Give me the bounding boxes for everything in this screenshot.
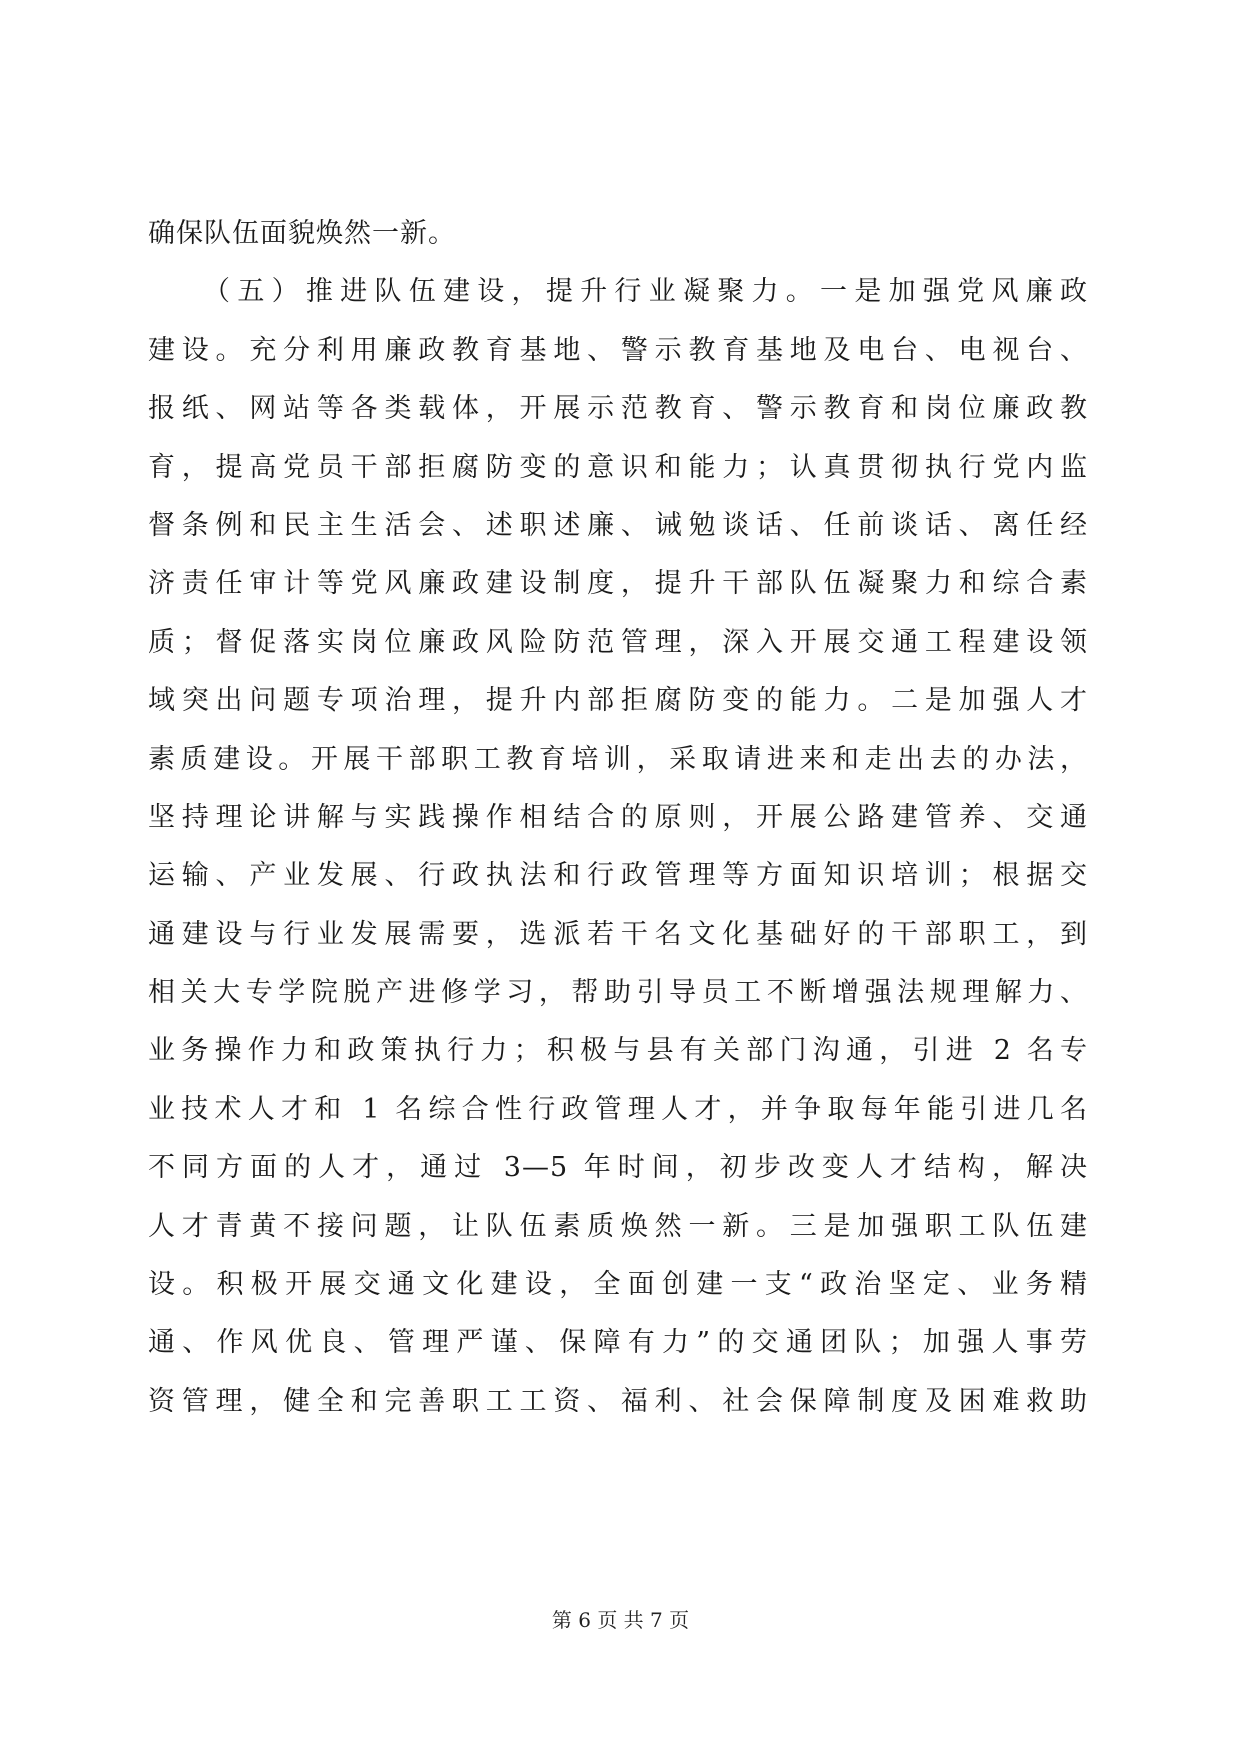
text-line: 人才青黄不接问题，让队伍素质焕然一新。三是加强职工队伍建 [148, 1210, 1088, 1242]
text-line: 运输、产业发展、行政执法和行政管理等方面知识培训；根据交 [148, 860, 1088, 892]
text-line: 不同方面的人才，通过 3—5 年时间，初步改变人才结构，解决 [148, 1152, 1088, 1184]
text-line: 济责任审计等党风廉政建设制度，提升干部队伍凝聚力和综合素 [148, 568, 1088, 600]
text-line: 育，提高党员干部拒腐防变的意识和能力；认真贯彻执行党内监 [148, 451, 1088, 483]
text-line: 设。积极开展交通文化建设，全面创建一支“政治坚定、业务精 [148, 1269, 1088, 1301]
text-line: 确保队伍面貌焕然一新。 [148, 218, 456, 249]
text-line: 相关大专学院脱产进修学习，帮助引导员工不断增强法规理解力、 [148, 977, 1088, 1009]
text-line: 业务操作力和政策执行力；积极与县有关部门沟通，引进 2 名专 [148, 1035, 1088, 1067]
text-line: 通、作风优良、管理严谨、保障有力”的交通团队；加强人事劳 [148, 1327, 1088, 1359]
text-line: 素质建设。开展干部职工教育培训，采取请进来和走出去的办法， [148, 743, 1088, 775]
text-line: 建设。充分利用廉政教育基地、警示教育基地及电台、电视台、 [148, 334, 1088, 366]
text-line: 通建设与行业发展需要，选派若干名文化基础好的干部职工，到 [148, 918, 1088, 950]
text-line: 域突出问题专项治理，提升内部拒腐防变的能力。二是加强人才 [148, 685, 1088, 717]
text-line: 业技术人才和 1 名综合性行政管理人才，并争取每年能引进几名 [148, 1093, 1088, 1125]
text-line: 报纸、网站等各类载体，开展示范教育、警示教育和岗位廉政教 [148, 393, 1088, 425]
body-text [148, 205, 1088, 1431]
text-line: 质；督促落实岗位廉政风险防范管理，深入开展交通工程建设领 [148, 626, 1088, 658]
text-line: （五）推进队伍建设，提升行业凝聚力。一是加强党风廉政 [148, 276, 1088, 308]
text-line: 资管理，健全和完善职工工资、福利、社会保障制度及困难救助 [148, 1385, 1088, 1417]
text-line: 坚持理论讲解与实践操作相结合的原则，开展公路建管养、交通 [148, 801, 1088, 833]
text-line: 督条例和民主生活会、述职述廉、诫勉谈话、任前谈话、离任经 [148, 509, 1088, 541]
page-number-footer: 第 6 页 共 7 页 [551, 1608, 690, 1632]
